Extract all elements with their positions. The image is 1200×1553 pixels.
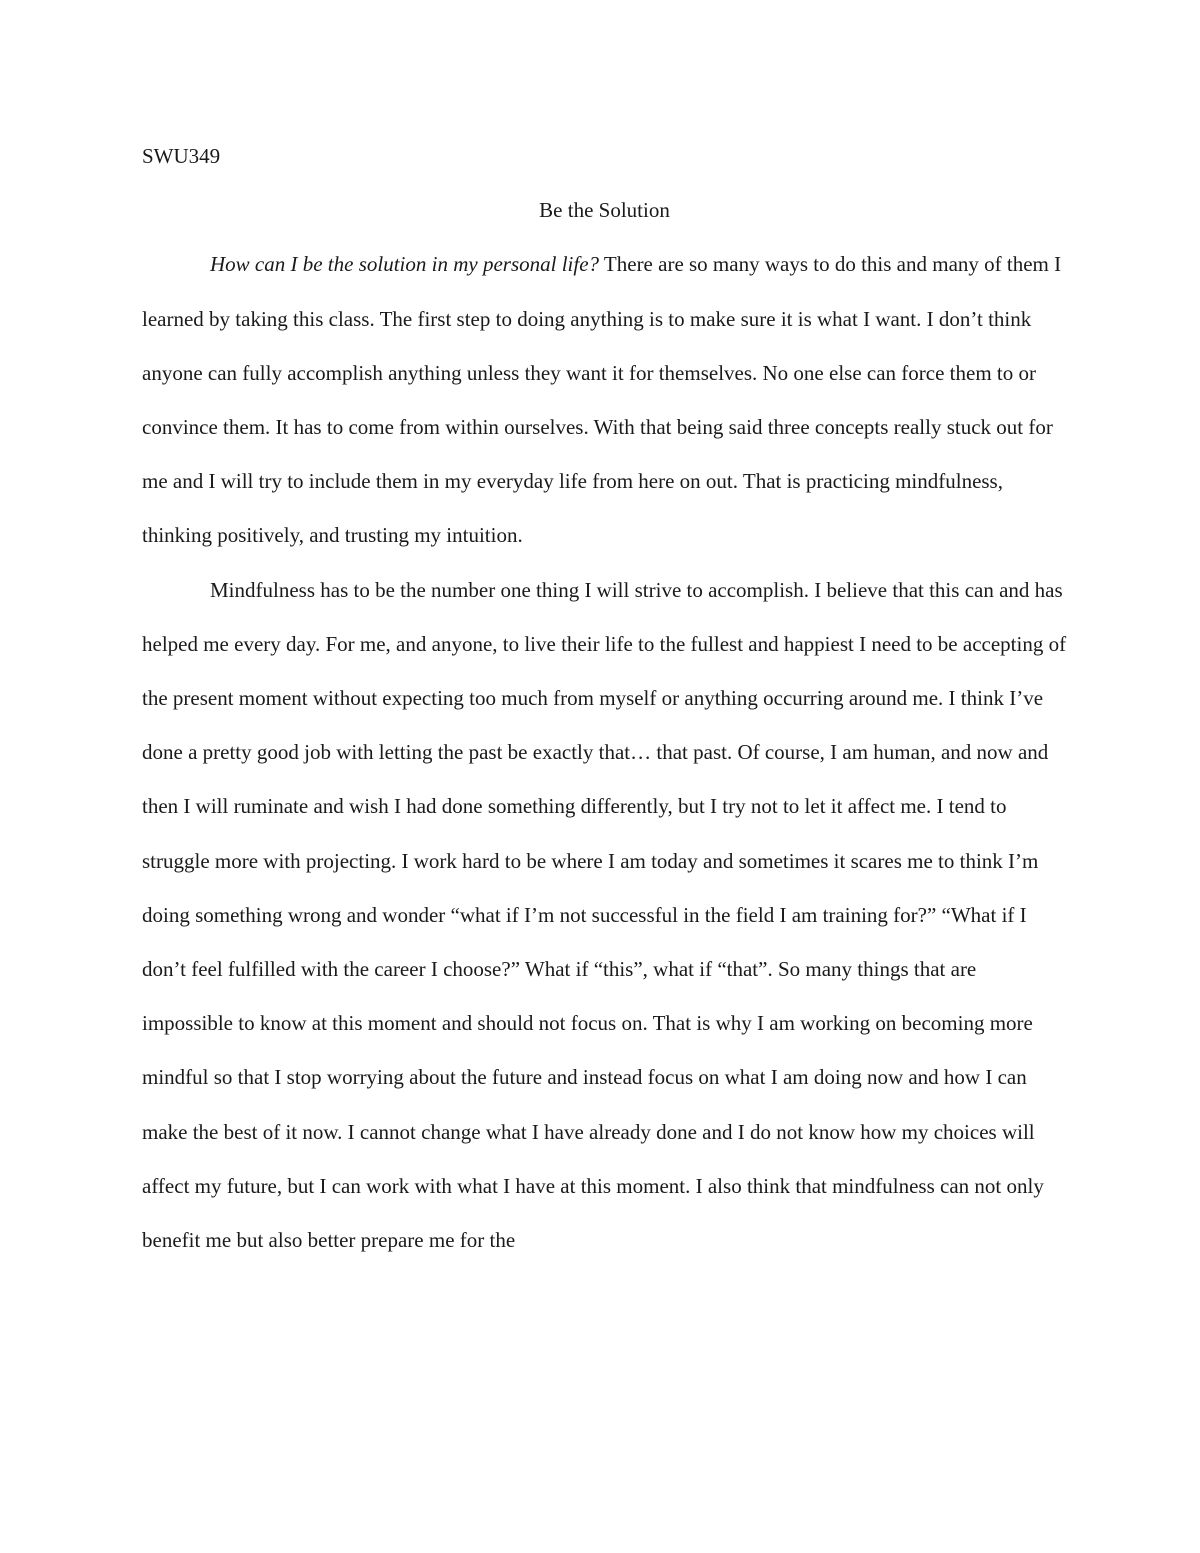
paragraph-2-text: Mindfulness has to be the number one thing I will strive to accomplish. I believe that this can and has helped me every day. For me, and anyone, to live their life to the fullest and happiest I need to be accepting of the present moment without expecting too much from myself or anything occurring around me. I think I’ve done a pretty good job with letting the past be exactly that… that past. Of course, I am human, and now and then I will ruminate and wish I had done something differently, but I try not to let it affect me. I tend to struggle more with projecting. I work hard to be where I am today and sometimes it scares me to think I’m doing something wrong and wonder “what if I’m not successful in the field I am training for?” “What if I don’t feel fulfilled with the career I choose?” What if “this”, what if “that”. So many things that are impossible to know at this moment and should not focus on. That is why I am working on becoming more mindful so that I stop worrying about the future and instead focus on what I am doing now and how I can make the best of it now. I cannot change what I have already done and I do not know how my choices will affect my future, but I can work with what I have at this moment. I also think that mindfulness can not only benefit me but also better prepare me for the [142, 577, 1067, 1253]
paragraph-1 [142, 237, 1067, 562]
paragraph-1-text: There are so many ways to do this and many of them I learned by taking this class. The first step to doing anything is to make sure it is what I want. I don’t think anyone can fully accomplish anything unless they want it for themselves. No one else can force them to or convince them. It has to come from within ourselves. With that being said three concepts really stuck out for me and I will try to include them in my everyday life from here on out. That is practicing mindfulness, thinking positively, and trusting my intuition. [142, 252, 1062, 548]
document-body [142, 129, 1067, 1267]
paragraph-2 [142, 563, 1067, 1268]
document-title: Be the Solution [539, 198, 670, 223]
lead-question: How can I be the solution in my personal life? [210, 252, 600, 277]
course-code: SWU349 [142, 144, 221, 168]
